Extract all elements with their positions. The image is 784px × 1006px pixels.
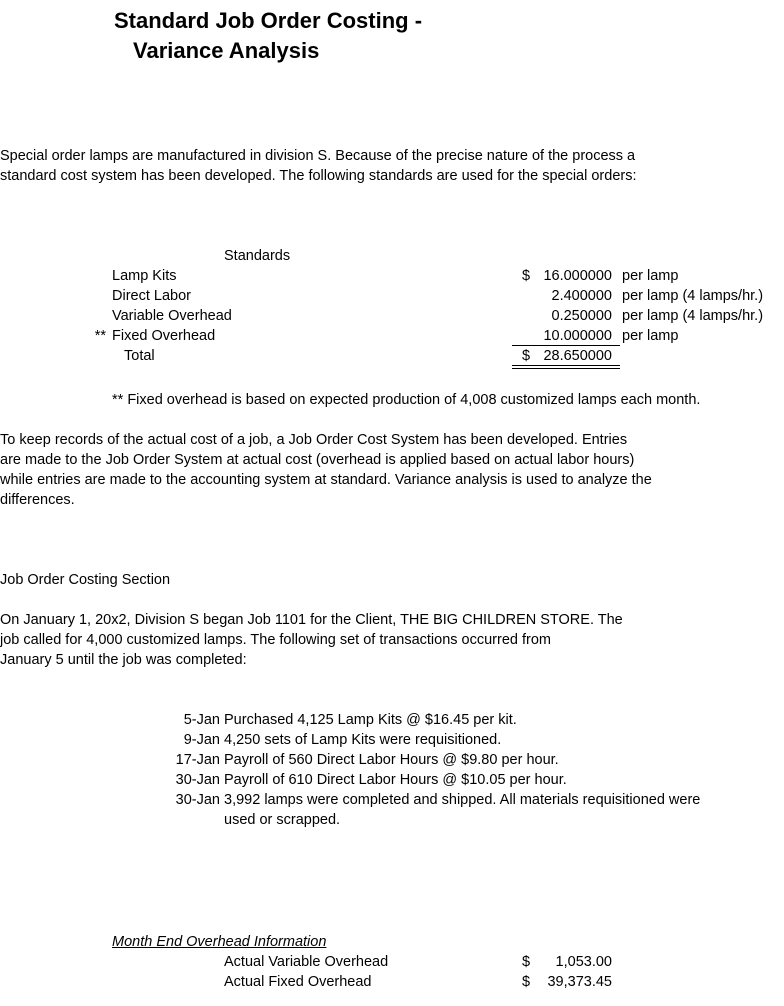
records-line: To keep records of the actual cost of a job, a Job Order Cost System has been developed. Entries xyxy=(0,432,628,448)
transaction-date: 30-Jan xyxy=(175,772,220,788)
standards-row-label: Fixed Overhead xyxy=(112,328,216,344)
transaction-date: 17-Jan xyxy=(175,752,220,768)
standards-row-unit: per lamp (4 lamps/hr.) xyxy=(622,308,764,324)
records-line: while entries are made to the accounting system at standard. Variance analysis is used to analyze the xyxy=(0,472,652,488)
overhead-row-amount: 39,373.45 xyxy=(547,974,612,990)
standards-total-amount: 28.650000 xyxy=(543,348,612,364)
page-title-line2: Variance Analysis xyxy=(133,38,320,63)
standards-row-amount: 16.000000 xyxy=(543,268,612,284)
overhead-row-amount: 1,053.00 xyxy=(555,954,612,970)
section-para-line: job called for 4,000 customized lamps. The following set of transactions occurred from xyxy=(0,632,551,648)
page-title-line1: Standard Job Order Costing - xyxy=(114,8,423,33)
section-heading: Job Order Costing Section xyxy=(0,572,171,588)
standards-footnote: ** Fixed overhead is based on expected production of 4,008 customized lamps each month. xyxy=(112,392,701,408)
double-underline xyxy=(512,365,620,369)
transaction-text: Purchased 4,125 Lamp Kits @ $16.45 per kit. xyxy=(224,712,517,728)
standards-total-label: Total xyxy=(124,348,155,364)
transaction-date: 5-Jan xyxy=(183,712,220,728)
transaction-text-continued: used or scrapped. xyxy=(224,812,341,828)
intro-line: standard cost system has been developed. The following standards are used for the special orders: xyxy=(0,168,637,184)
transaction-text: 4,250 sets of Lamp Kits were requisitioned. xyxy=(224,732,502,748)
standards-row-marker: ** xyxy=(94,328,106,344)
standards-row-amount: 2.400000 xyxy=(551,288,612,304)
standards-row-unit: per lamp (4 lamps/hr.) xyxy=(622,288,764,304)
standards-row-label: Direct Labor xyxy=(112,288,191,304)
section-para-line: On January 1, 20x2, Division S began Job 1101 for the Client, THE BIG CHILDREN STORE. The xyxy=(0,612,623,628)
overhead-heading: Month End Overhead Information xyxy=(112,934,327,950)
standards-row-unit: per lamp xyxy=(622,268,679,284)
standards-row-unit: per lamp xyxy=(622,328,679,344)
standards-header: Standards xyxy=(224,248,291,264)
overhead-row-label: Actual Fixed Overhead xyxy=(224,974,372,990)
overhead-row-dollar: $ xyxy=(522,954,531,970)
records-line: are made to the Job Order System at actual cost (overhead is applied based on actual labor hours) xyxy=(0,452,635,468)
standards-row-label: Variable Overhead xyxy=(112,308,232,324)
overhead-row-dollar: $ xyxy=(522,974,531,990)
standards-total-dollar: $ xyxy=(522,348,531,364)
section-para-line: January 5 until the job was completed: xyxy=(0,652,247,668)
intro-line: Special order lamps are manufactured in division S. Because of the precise nature of the process a xyxy=(0,148,636,164)
overhead-row-label: Actual Variable Overhead xyxy=(224,954,389,970)
transaction-text: Payroll of 560 Direct Labor Hours @ $9.80 per hour. xyxy=(224,752,559,768)
records-line: differences. xyxy=(0,492,75,508)
standards-row-amount: 10.000000 xyxy=(543,328,612,344)
transaction-text: Payroll of 610 Direct Labor Hours @ $10.05 per hour. xyxy=(224,772,567,788)
standards-row-dollar: $ xyxy=(522,268,531,284)
transaction-text: 3,992 lamps were completed and shipped. All materials requisitioned were xyxy=(224,792,701,808)
transaction-date: 30-Jan xyxy=(175,792,220,808)
standards-row-amount: 0.250000 xyxy=(551,308,612,324)
standards-row-label: Lamp Kits xyxy=(112,268,177,284)
transaction-date: 9-Jan xyxy=(183,732,220,748)
